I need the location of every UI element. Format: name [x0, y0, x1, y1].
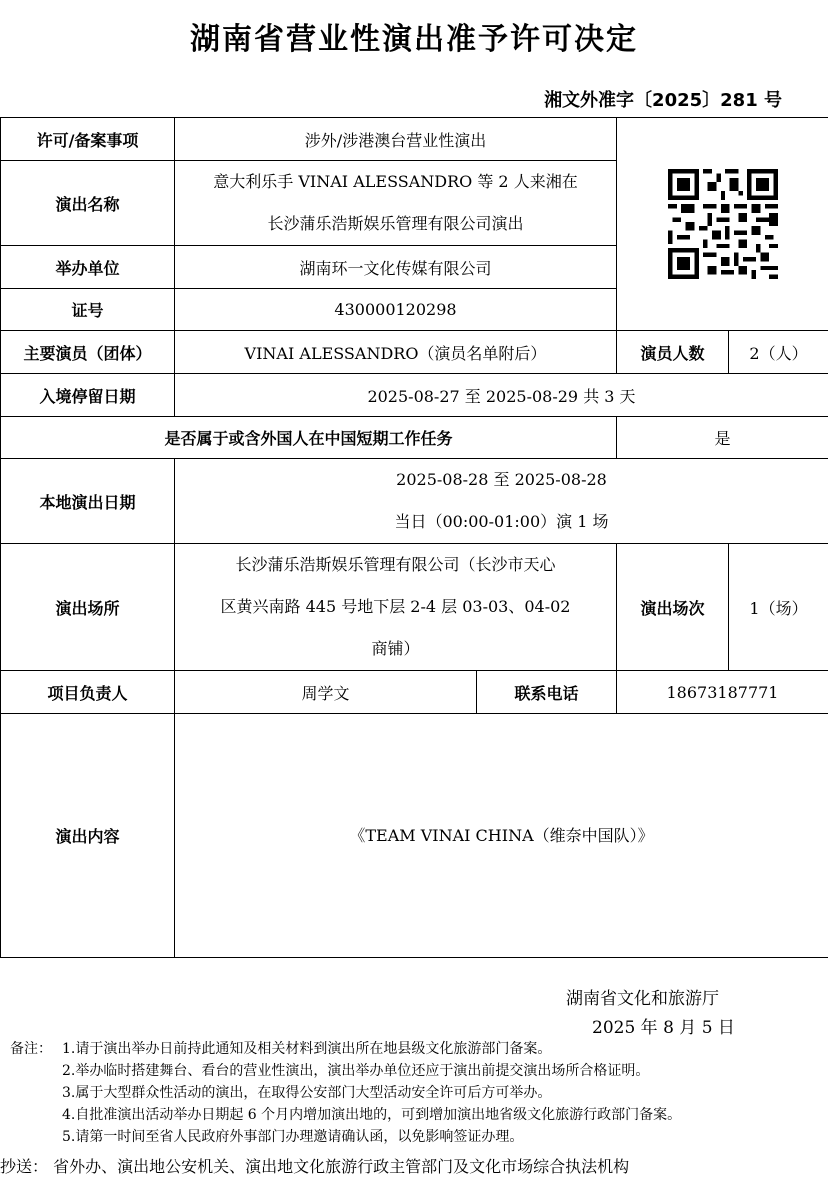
qr-code-icon [668, 169, 778, 279]
count-value: 2（人） [729, 331, 828, 374]
stay-label: 入境停留日期 [1, 374, 175, 417]
item-value: 涉外/涉港澳台营业性演出 [175, 118, 617, 161]
notes-label: 备注： [10, 1041, 52, 1057]
leader-value: 周学文 [175, 671, 477, 714]
note-item-2: 2.举办临时搭建舞台、看台的营业性演出，演出举办单位还应于演出前提交演出场所合格证明。 [62, 1063, 650, 1079]
performer-value: VINAI ALESSANDRO（演员名单附后） [175, 331, 617, 374]
stay-value: 2025-08-27 至 2025-08-29 共 3 天 [175, 374, 828, 417]
qr-cell [617, 118, 828, 331]
venue-value [175, 544, 617, 671]
cc-line: 抄送： 省外办、演出地公安机关、演出地文化旅游行政主管部门及文化市场综合执法机构 [0, 1157, 630, 1176]
cert-value: 430000120298 [175, 289, 617, 331]
count-label: 演员人数 [617, 331, 729, 374]
sessions-label: 演出场次 [617, 544, 729, 671]
organizer-value: 湖南环一文化传媒有限公司 [175, 246, 617, 289]
venue-line-3: 商铺） [371, 639, 420, 658]
note-item-5: 5.请第一时间至省人民政府外事部门办理邀请确认函，以免影响签证办理。 [62, 1129, 524, 1145]
cert-label: 证号 [1, 289, 175, 331]
venue-line-2: 区黄兴南路 445 号地下层 2-4 层 03-03、04-02 [220, 597, 571, 616]
venue-label: 演出场所 [1, 544, 175, 671]
sessions-value: 1（场） [729, 544, 828, 671]
organizer-label: 举办单位 [1, 246, 175, 289]
item-label: 许可/备案事项 [1, 118, 175, 161]
document-number: 湘文外准字〔2025〕281 号 [544, 90, 782, 111]
local-date-line-2: 当日（00:00-01:00）演 1 场 [394, 512, 609, 531]
note-item-1: 备注： 1.请于演出举办日前持此通知及相关材料到演出所在地县级文化旅游部门备案。 [10, 1038, 828, 1060]
work-value: 是 [617, 417, 828, 459]
content-value: 《TEAM VINAI CHINA（维奈中国队）》 [175, 714, 828, 958]
note-item-4: 4.自批准演出活动举办日期起 6 个月内增加演出地的，可到增加演出地省级文化旅游行政部门备案。 [62, 1107, 682, 1123]
name-line-1: 意大利乐手 VINAI ALESSANDRO 等 2 人来湘在 [213, 172, 578, 191]
notes [10, 1038, 828, 1148]
note-item-3: 3.属于大型群众性活动的演出，在取得公安部门大型活动安全许可后方可举办。 [62, 1085, 552, 1101]
content-label: 演出内容 [1, 714, 175, 958]
performer-label: 主要演员（团体） [1, 331, 175, 374]
name-label: 演出名称 [1, 161, 175, 246]
phone-value: 18673187771 [617, 671, 828, 714]
venue-line-1: 长沙蒲乐浩斯娱乐管理有限公司（长沙市天心 [235, 555, 556, 574]
local-date-value [175, 459, 828, 544]
local-date-label: 本地演出日期 [1, 459, 175, 544]
leader-label: 项目负责人 [1, 671, 175, 714]
name-value [175, 161, 617, 246]
issuer: 湖南省文化和旅游厅 [566, 989, 719, 1009]
name-line-2: 长沙蒲乐浩斯娱乐管理有限公司演出 [267, 214, 524, 233]
issue-date: 2025 年 8 月 5 日 [592, 1018, 735, 1038]
permit-table [0, 117, 828, 958]
local-date-line-1: 2025-08-28 至 2025-08-28 [396, 470, 607, 489]
work-label: 是否属于或含外国人在中国短期工作任务 [1, 417, 617, 459]
phone-label: 联系电话 [477, 671, 617, 714]
page-title: 湖南省营业性演出准予许可决定 [190, 22, 638, 57]
